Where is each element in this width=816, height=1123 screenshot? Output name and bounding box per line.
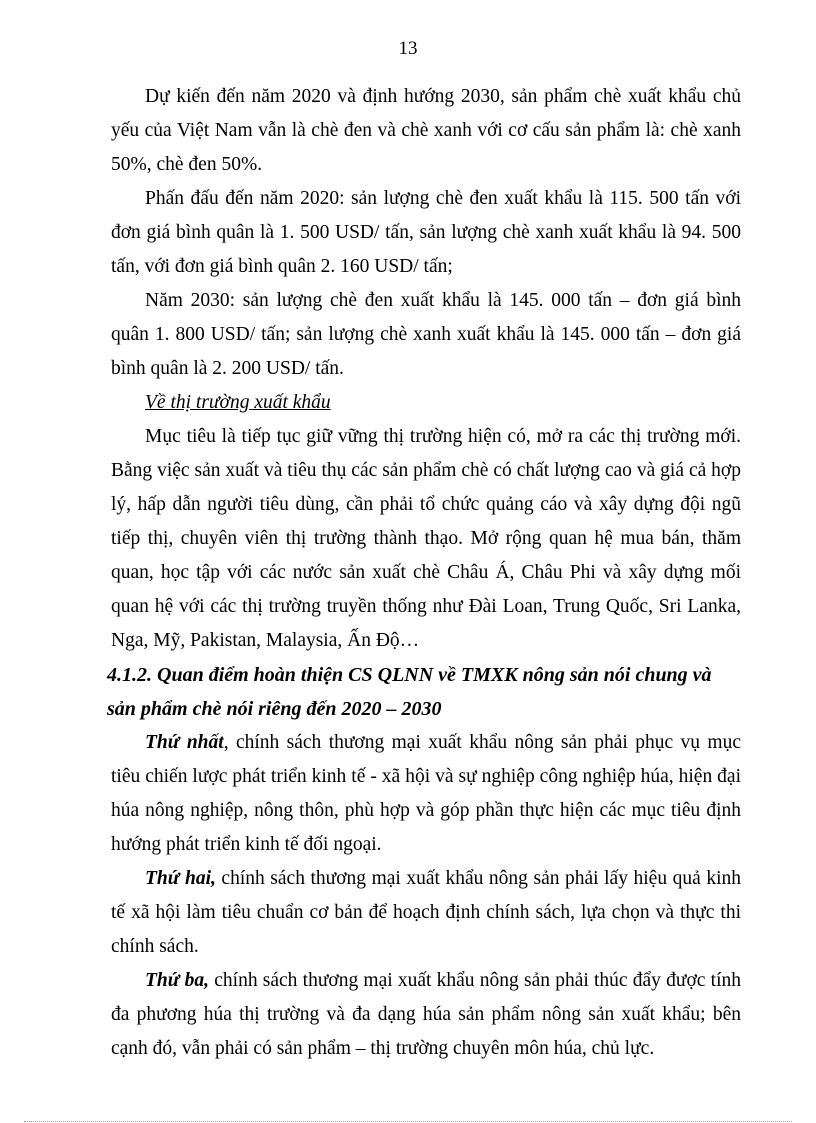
paragraph-target-2020: Phấn đấu đến năm 2020: sản lượng chè đen xuất khẩu là 115. 500 tấn với đơn giá bình quân là 1. 500 USD/ tấn, sản lượng chè xanh xuất khẩu là 94. 500 tấn, với đơn giá bình quân 2. 160 USD/ tấn; bbox=[111, 188, 741, 277]
point-second-text: chính sách thương mại xuất khẩu nông sản phải lấy hiệu quả kinh tế xã hội làm tiêu chuẩn cơ bản để hoạch định chính sách, lựa chọn và thực thi chính sách. bbox=[111, 868, 741, 957]
point-third bbox=[111, 964, 741, 1066]
point-second bbox=[111, 862, 741, 964]
paragraph-market-goals: Mục tiêu là tiếp tục giữ vững thị trường hiện có, mở ra các thị trường mới. Bằng việc sản xuất và tiêu thụ các sản phẩm chè có chất lượng cao và giá cả hợp lý, hấp dẫn người tiêu dùng, cần phải tổ chức quảng cáo và xây dựng đội ngũ tiếp thị, chuyên viên thị trường thành thạo. Mở rộng quan hệ mua bán, thăm quan, học tập với các nước sản xuất chè Châu Á, Châu Phi và xây dựng mối quan hệ với các thị trường truyền thống như Đài Loan, Trung Quốc, Sri Lanka, Nga, Mỹ, Pakistan, Malaysia, Ấn Độ… bbox=[111, 426, 741, 651]
paragraph-export-structure: Dự kiến đến năm 2020 và định hướng 2030, sản phẩm chè xuất khẩu chủ yếu của Việt Nam vẫn là chè đen và chè xanh với cơ cấu sản phẩm là: chè xanh 50%, chè đen 50%. bbox=[111, 86, 741, 175]
paragraph-target-2030: Năm 2030: sản lượng chè đen xuất khẩu là 145. 000 tấn – đơn giá bình quân 1. 800 USD/ tấn; sản lượng chè xanh xuất khẩu là 145. 000 tấn – đơn giá bình quân là 2. 200 USD/ tấn. bbox=[111, 290, 741, 379]
section-heading bbox=[107, 658, 741, 726]
point-third-lead: Thứ ba, bbox=[145, 970, 210, 991]
page-body bbox=[107, 80, 741, 1066]
point-first bbox=[111, 726, 741, 862]
section-heading-line-1: 4.1.2. Quan điểm hoàn thiện CS QLNN về TMXK nông sản nói chung và bbox=[107, 664, 712, 686]
subheading-export-market: Về thị trường xuất khẩu bbox=[145, 392, 331, 413]
page-number: 13 bbox=[398, 38, 418, 59]
page-bottom-divider bbox=[24, 1121, 792, 1122]
point-first-lead: Thứ nhất bbox=[145, 732, 224, 753]
point-second-lead: Thứ hai, bbox=[145, 868, 216, 889]
point-third-text: chính sách thương mại xuất khẩu nông sản phải thúc đẩy được tính đa phương húa thị trường và đa dạng húa sản phẩm nông sản xuất khẩu; bên cạnh đó, vẫn phải có sản phẩm – thị trường chuyên môn húa, chủ lực. bbox=[111, 970, 741, 1059]
point-first-text: , chính sách thương mại xuất khẩu nông sản phải phục vụ mục tiêu chiến lược phát triển kinh tế - xã hội và sự nghiệp công nghiệp húa, hiện đại húa nông nghiệp, nông thôn, phù hợp và góp phần thực hiện các mục tiêu định hướng phát triển kinh tế đối ngoại. bbox=[111, 732, 741, 855]
section-heading-line-2: sản phẩm chè nói riêng đến 2020 – 2030 bbox=[107, 698, 442, 720]
